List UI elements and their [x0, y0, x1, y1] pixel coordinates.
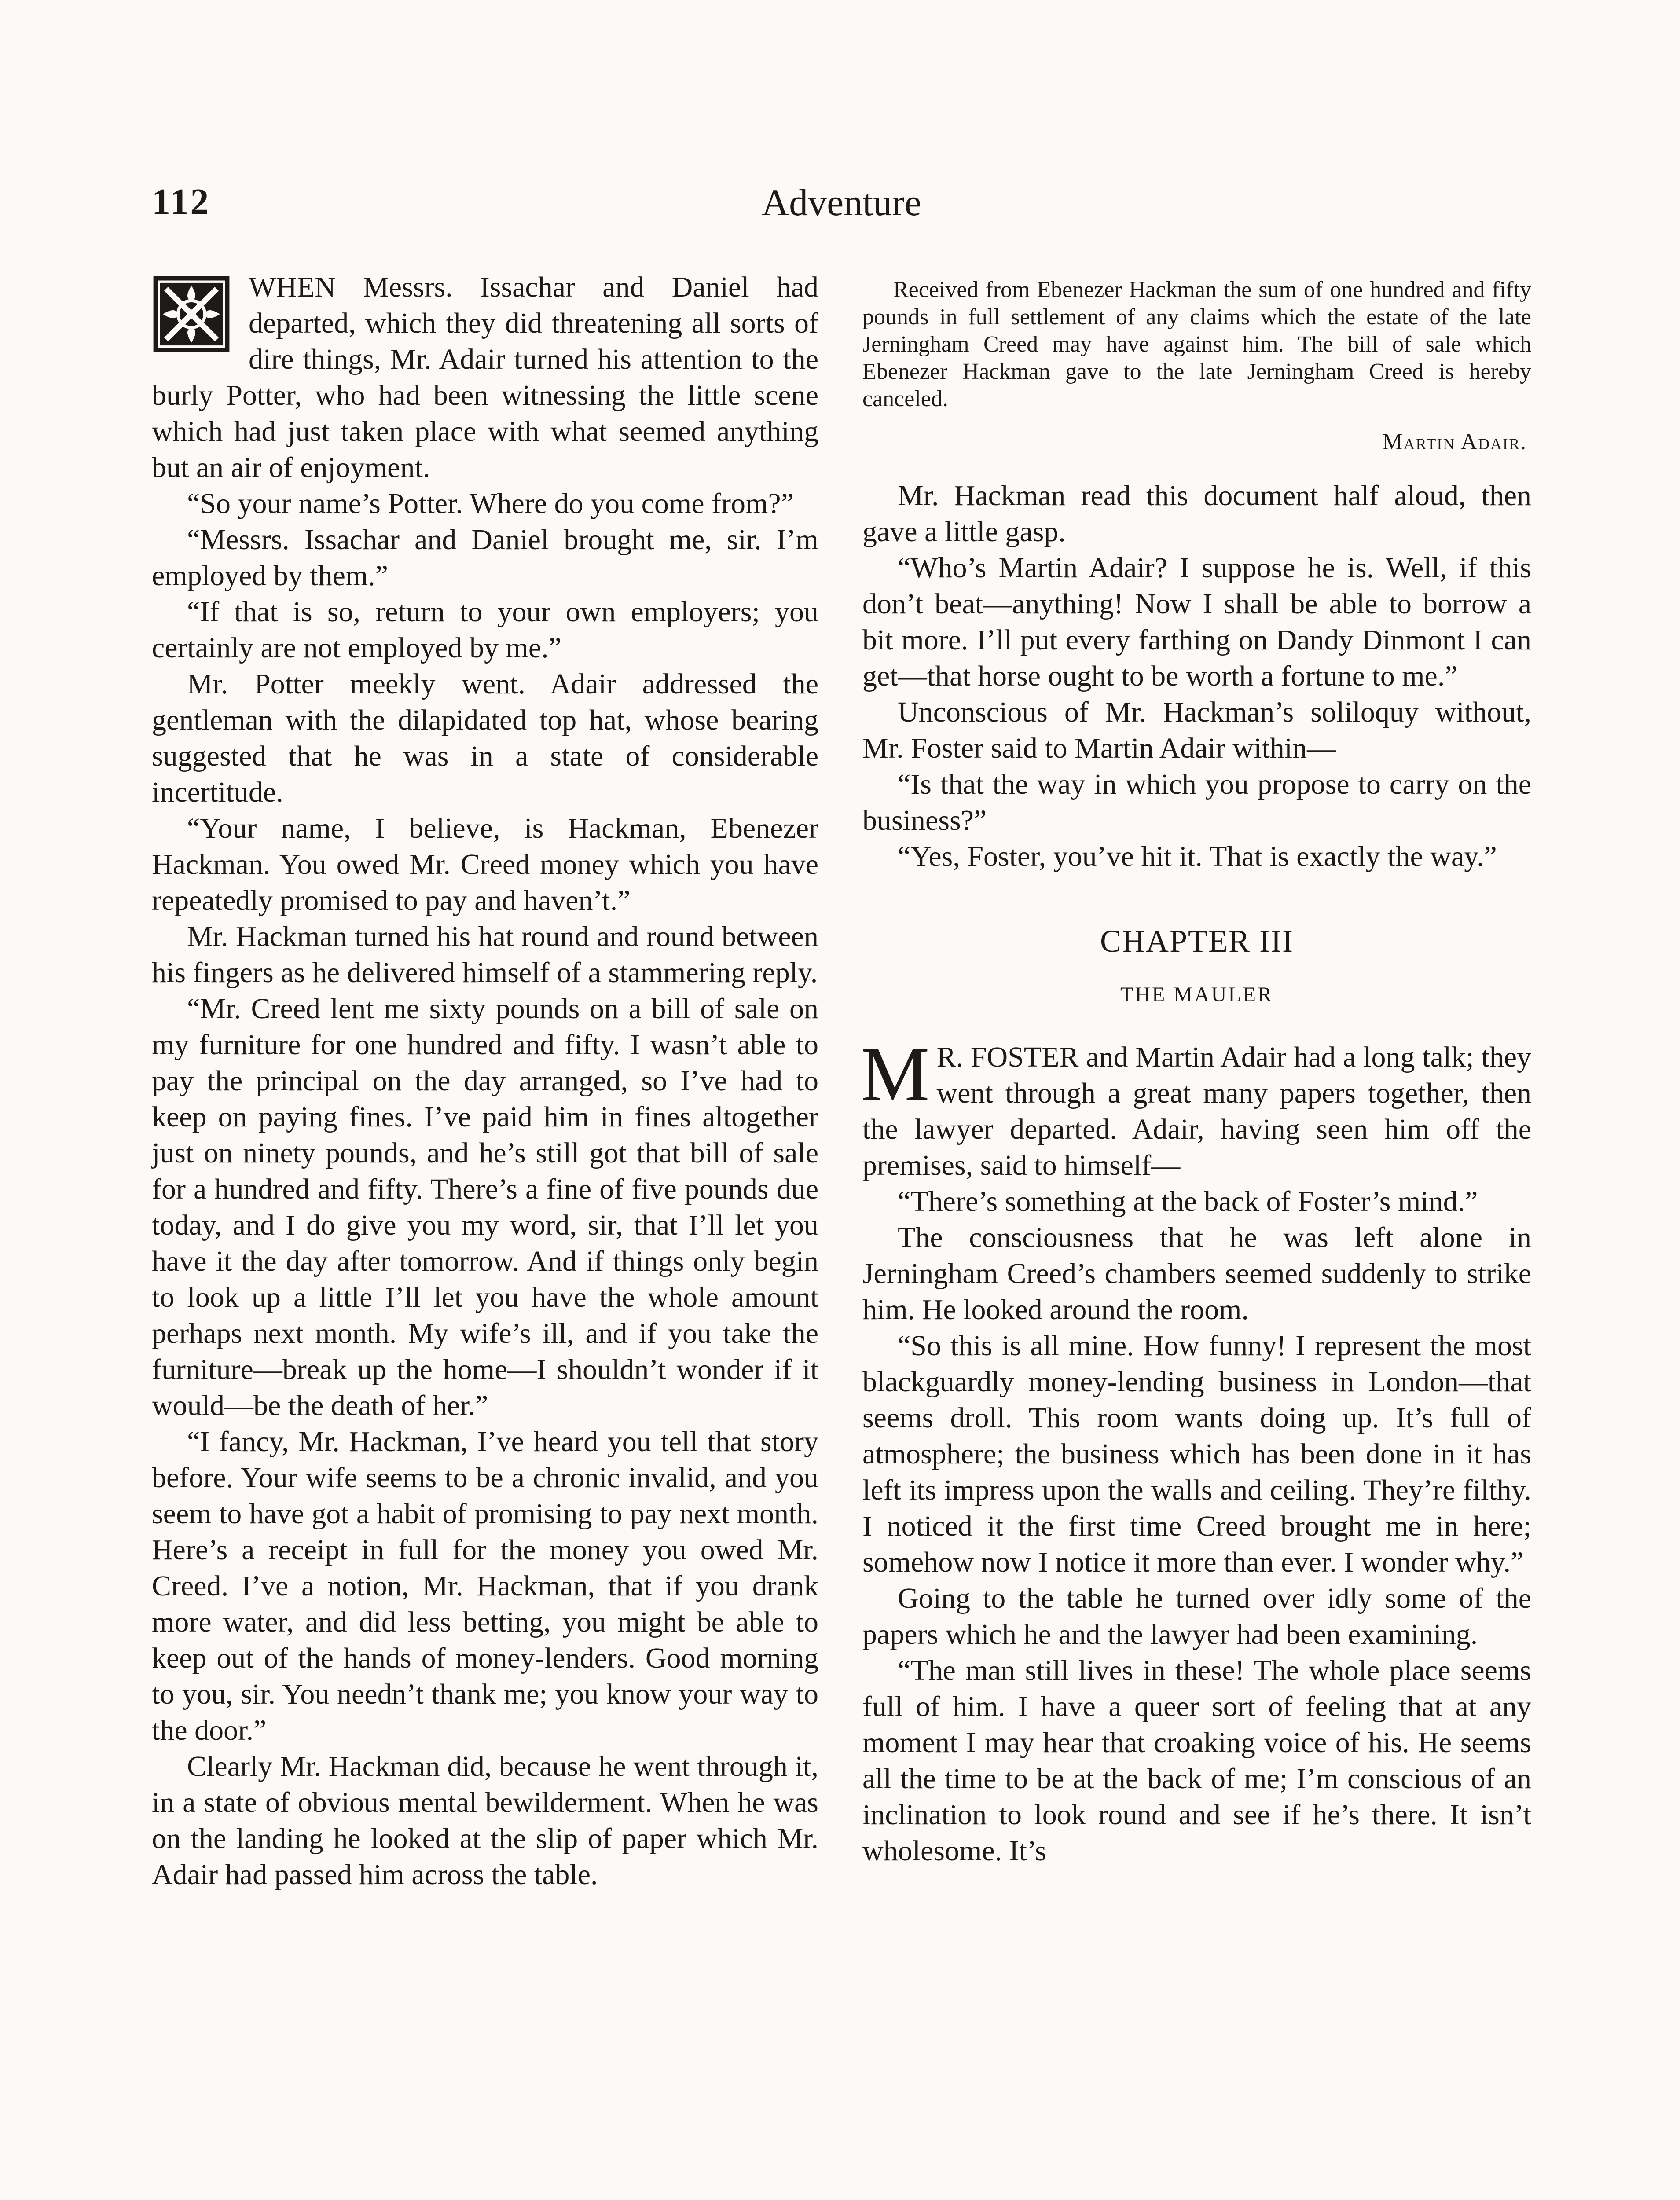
receipt-block [862, 276, 1531, 413]
page-number: 112 [152, 181, 211, 222]
right-column [862, 276, 1531, 1869]
page-header [152, 180, 1531, 229]
paragraph: “So this is all mine. How funny! I represent the most blackguardly money-lending business in London—that seems droll. This room wants doing up. It’s full of atmosphere; the business which has been done in it has left its impress upon the walls and ceiling. They’re filthy. I noticed it the first time Creed brought me in here; somehow now I notice it more than ever. I wonder why.” [862, 1330, 1531, 1578]
paragraph: “Is that the way in which you propose to carry on the business?” [862, 768, 1531, 836]
chapter-opening-paragraph [861, 1031, 1531, 1184]
paragraph: Clearly Mr. Hackman did, because he went through it, in a state of obvious mental bewilderment. When he was on the landing he looked at the slip of paper which Mr. Adair had passed him across the table. [152, 1750, 818, 1891]
paragraph: Mr. Hackman turned his hat round and round between his fingers as he delivered himself of a stammering reply. [152, 920, 818, 989]
receipt-signature: Martin Adair. [1382, 429, 1527, 455]
paragraph: WHEN Messrs. Issachar and Daniel had departed, which they did threatening all sorts of dire things, Mr. Adair turned his attention to the burly Potter, who had been witnessing the little scene which had just taken place with what seemed anything but an air of enjoyment. [152, 271, 818, 484]
paragraph: “Your name, I believe, is Hackman, Ebenezer Hackman. You owed Mr. Creed money which you have repeatedly promised to pay and haven’t.” [152, 812, 818, 917]
magazine-title: Adventure [762, 181, 921, 224]
paragraph: “Mr. Creed lent me sixty pounds on a bill of sale on my furniture for one hundred and fifty. I wasn’t able to pay the principal on the day arranged, so I’ve had to keep on paying fines. I’ve paid him in fines altogether just on ninety pounds, and he’s still got that bill of sale for a hundred and fifty. There’s a fine of five pounds due today, and I do give you my word, sir, that I’ll let you have it the day after tomorrow. And if things only begin to look up a little I’ll let you have the whole amount perhaps next month. My wife’s ill, and if you take the furniture—break up the home—I shouldn’t wonder if it would—be the death of her.” [152, 993, 818, 1422]
paragraph: Mr. Hackman read this document half aloud, then gave a little gasp. [862, 480, 1531, 548]
paragraph: “There’s something at the back of Foster’s mind.” [898, 1185, 1478, 1217]
paragraph: “Who’s Martin Adair? I suppose he is. Well, if this don’t beat—anything! Now I shall be able to borrow a bit more. I’ll put every farthing on Dandy Dinmont I can get—that horse ought to be worth a fortune to me.” [862, 552, 1531, 692]
paragraph: “Yes, Foster, you’ve hit it. That is exactly the way.” [898, 840, 1497, 873]
paragraph: “So your name’s Potter. Where do you come from?” [187, 488, 794, 520]
drop-cap: M [861, 1031, 930, 1117]
paragraph: The consciousness that he was left alone in Jerningham Creed’s chambers seemed suddenly to strike him. He looked around the room. [862, 1221, 1531, 1326]
ornamental-initial-icon [152, 275, 231, 354]
receipt-text: Received from Ebenezer Hackman the sum of one hundred and fifty pounds in full settlement of any claims which the estate of the late Jerningham Creed may have against him. The bill of sale which Ebenezer Hackman gave to the late Jerningham Creed is hereby canceled. [862, 277, 1531, 411]
left-column [152, 269, 818, 1893]
opening-text: R. FOSTER and Martin Adair had a long talk; they went through a great many papers together, then the lawyer departed. Adair, having seen him off the premises, said to himself— [862, 1041, 1531, 1181]
chapter-title: CHAPTER III [1100, 924, 1294, 959]
paragraph: “I fancy, Mr. Hackman, I’ve heard you tell that story before. Your wife seems to be a chronic invalid, and you seem to have got a habit of promising to pay next month. Here’s a receipt in full for the money you owed Mr. Creed. I’ve a notion, Mr. Hackman, that if you drank more water, and did less betting, you might be able to keep out of the hands of money-lenders. Good morning to you, sir. You needn’t thank me; you know your way to the door.” [152, 1426, 818, 1746]
paragraph: “The man still lives in these! The whole place seems full of him. I have a queer sort of feeling that at any moment I may hear that croaking voice of his. He seems all the time to be at the back of me; I’m conscious of an inclination to look round and see if he’s there. It isn’t wholesome. It’s [862, 1654, 1531, 1867]
paragraph: Unconscious of Mr. Hackman’s soliloquy without, Mr. Foster said to Martin Adair within— [862, 696, 1531, 764]
paragraph: “Messrs. Issachar and Daniel brought me, sir. I’m employed by them.” [152, 524, 818, 592]
paragraph: Going to the table he turned over idly some of the papers which he and the lawyer had been examining. [862, 1582, 1531, 1650]
paragraph: “If that is so, return to your own employers; you certainly are not employed by me.” [152, 596, 818, 664]
chapter-subtitle: THE MAULER [1120, 983, 1273, 1006]
paragraph: Mr. Potter meekly went. Adair addressed the gentleman with the dilapidated top hat, whose bearing suggested that he was in a state of considerable incertitude. [152, 668, 818, 808]
